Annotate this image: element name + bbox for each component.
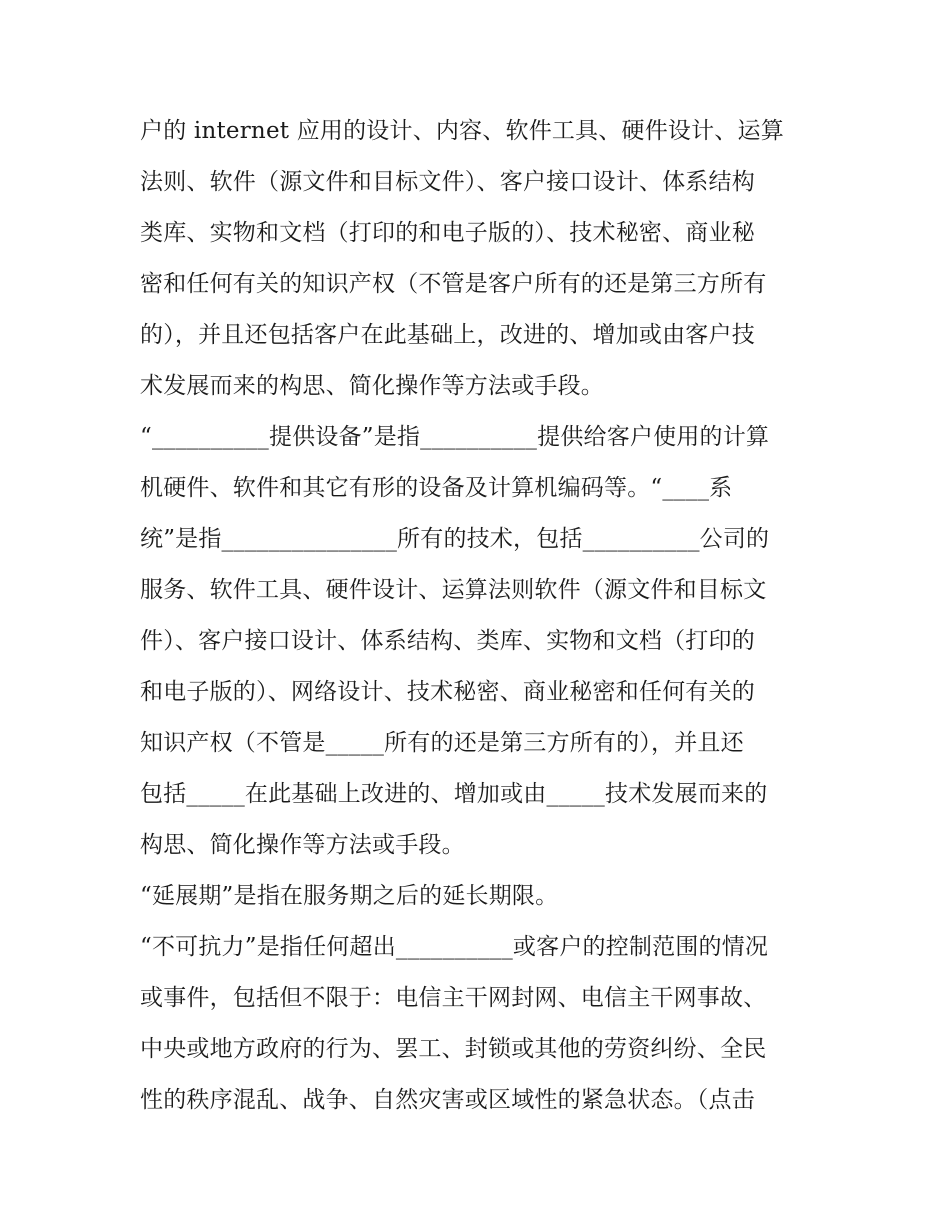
text-line: “不可抗力”是指任何超出__________或客户的控制范围的情况 (140, 934, 769, 960)
text-line: 类库、实物和文档（打印的和电子版的）、技术秘密、商业秘 (140, 220, 755, 246)
text-line: 知识产权（不管是_____所有的还是第三方所有的），并且还 (140, 730, 744, 756)
text-line: 密和任何有关的知识产权（不管是客户所有的还是第三方所有 (140, 271, 767, 297)
text-line: 构思、简化操作等方法或手段。 (140, 832, 465, 858)
text-line: 或事件，包括但不限于：电信主干网封网、电信主干网事故、 (140, 985, 767, 1011)
text-line: 统”是指_______________所有的技术，包括__________公司的 (140, 526, 770, 552)
text-line: 术发展而来的构思、简化操作等方法或手段。 (140, 373, 604, 399)
text-line: 法则、软件（源文件和目标文件）、客户接口设计、体系结构 (140, 169, 755, 195)
body-text (140, 106, 820, 1126)
text-line: 中央或地方政府的行为、罢工、封锁或其他的劳资纠纷、全民 (140, 1036, 767, 1062)
text-line: 的），并且还包括客户在此基础上，改进的、增加或由客户技 (140, 322, 755, 348)
text-line: 服务、软件工具、硬件设计、运算法则软件（源文件和目标文 (140, 577, 767, 603)
text-line: “延展期”是指在服务期之后的延长期限。 (140, 883, 559, 909)
text-line: 户的 internet 应用的设计、内容、软件工具、硬件设计、运算 (140, 118, 784, 144)
text-line: “__________提供设备”是指__________提供给客户使用的计算 (140, 424, 770, 450)
text-line: 和电子版的）、网络设计、技术秘密、商业秘密和任何有关的 (140, 679, 755, 705)
text-line: 机硬件、软件和其它有形的设备及计算机编码等。“____系 (140, 475, 733, 501)
text-line: 性的秩序混乱、战争、自然灾害或区域性的紧急状态。（点击 (140, 1087, 755, 1113)
text-line: 包括_____在此基础上改进的、增加或由_____技术发展而来的 (140, 781, 768, 807)
text-line: 件）、客户接口设计、体系结构、类库、实物和文档（打印的 (140, 628, 755, 654)
